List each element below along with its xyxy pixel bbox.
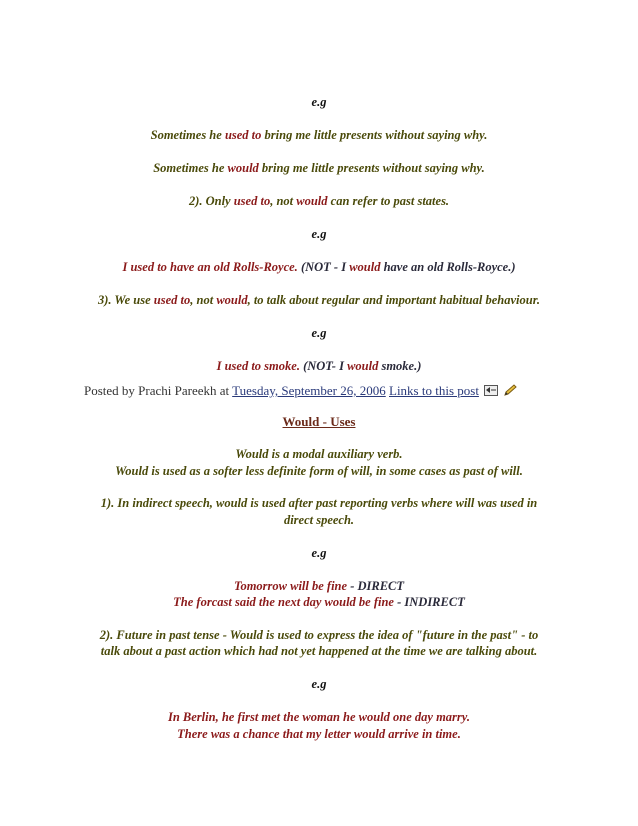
highlight-used-to: used to	[153, 293, 191, 307]
text-part: Sometimes he	[150, 128, 225, 142]
links-to-post-link[interactable]: Links to this post	[389, 383, 479, 398]
highlight-would: would	[227, 161, 259, 175]
post-author: Posted by Prachi Pareekh at	[84, 383, 233, 398]
highlight-used-to: used to	[233, 194, 271, 208]
text-part: The forcast said the next day would be fine	[173, 595, 394, 609]
text-part: smoke.)	[378, 359, 422, 373]
example-sentence	[80, 160, 558, 176]
text-part: can refer to past states.	[327, 194, 450, 208]
example-sentence	[80, 594, 558, 610]
highlight-would: would	[349, 260, 381, 274]
text-part: - DIRECT	[347, 579, 405, 593]
example-sentence	[80, 259, 558, 275]
example-sentence	[80, 358, 558, 374]
highlight-used-to: used to	[224, 128, 262, 142]
eg-label: e.g	[311, 95, 327, 109]
text-part: 2). Only	[188, 194, 234, 208]
text-part: have an old Rolls-Royce.)	[380, 260, 516, 274]
text-part: bring me little presents without saying why.	[261, 128, 488, 142]
intro-line: Would is used as a softer less definite form of will, in some cases as past of will.	[115, 464, 523, 478]
rule-3	[70, 292, 568, 308]
rule-2-continued: talk about a past action which had not yet happened at the time we are talking about.	[100, 644, 538, 658]
rule-1-continued: direct speech.	[283, 513, 355, 527]
edit-pencil-icon[interactable]	[503, 384, 517, 395]
highlight-would: would	[216, 293, 248, 307]
example-sentence: There was a chance that my letter would arrive in time.	[177, 727, 461, 741]
post-date-link[interactable]: Tuesday, September 26, 2006	[232, 383, 386, 398]
text-part: (NOT - I	[297, 260, 350, 274]
email-post-icon[interactable]	[484, 384, 498, 395]
highlight-would: would	[347, 359, 379, 373]
text-part: , not	[190, 293, 217, 307]
text-part: - INDIRECT	[393, 595, 465, 609]
text-part: Sometimes he	[153, 161, 228, 175]
section-heading: Would - Uses	[282, 414, 356, 429]
text-part: (NOT- I	[299, 359, 348, 373]
post-footer	[84, 383, 558, 399]
text-part: , to talk about regular and important habitual behaviour.	[247, 293, 541, 307]
text-part: , not	[270, 194, 297, 208]
rule-1: 1). In indirect speech, would is used after past reporting verbs where will was used in	[100, 496, 538, 510]
example-sentence: In Berlin, he first met the woman he would one day marry.	[167, 710, 470, 724]
example-sentence	[80, 127, 558, 143]
intro-line: Would is a modal auxiliary verb.	[235, 447, 403, 461]
eg-label: e.g	[311, 546, 327, 560]
text-part: 3). We use	[97, 293, 154, 307]
eg-label: e.g	[311, 227, 327, 241]
rule-2	[80, 193, 558, 209]
eg-label: e.g	[311, 326, 327, 340]
highlight-example: I used to smoke.	[216, 359, 300, 373]
text-part: Tomorrow will be fine	[233, 579, 348, 593]
example-sentence	[80, 578, 558, 594]
text-part: bring me little presents without saying why.	[258, 161, 485, 175]
highlight-would: would	[296, 194, 328, 208]
eg-label: e.g	[311, 677, 327, 691]
rule-2: 2). Future in past tense - Would is used to express the idea of "future in the past" - to	[99, 628, 539, 642]
highlight-example: I used to have an old Rolls-Royce.	[122, 260, 298, 274]
